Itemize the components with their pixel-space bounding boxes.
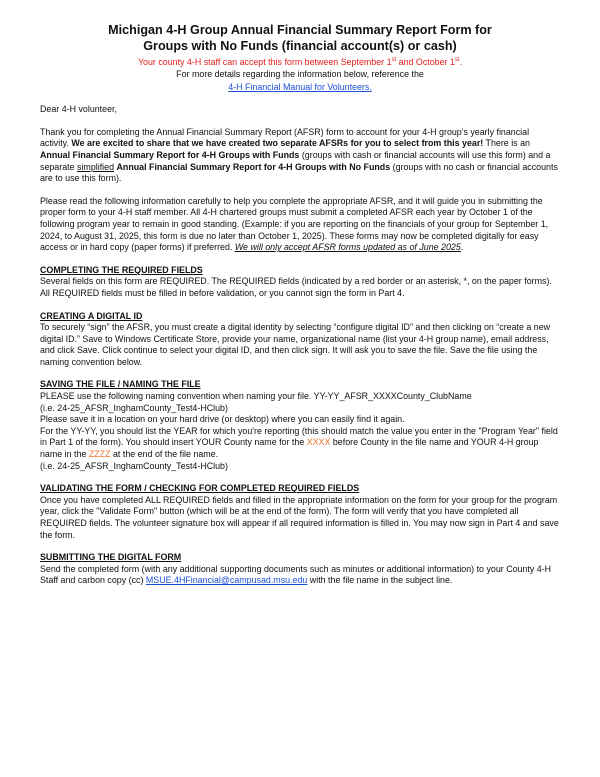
- section-body: Once you have completed ALL REQUIRED fields and filled in the appropriate information on the form for your group for the program year, click the "Validate Form" button (which will be at the end of the form). The form will verify that you have completed all REQUIRED fields. The volunteer signature box will appear if all required information is filled in. You may now sign in Part 4 and save the form.: [40, 494, 559, 540]
- acceptance-notice: Your county 4-H staff can accept this form between September 1st and October 1st.: [137, 56, 463, 67]
- section-required-fields: [40, 265, 560, 300]
- naming-example-line: (i.e. 24-25_AFSR_InghamCounty_Test4-HClub): [40, 402, 228, 413]
- section-body: Send the completed form (with any additional supporting documents such as minutes or additional information) to your County 4-H Staff and carbon copy (cc) MSUE.4HFinancial@campusad.msu.edu with the file name in the subject line.: [40, 563, 552, 586]
- letter-body: [40, 104, 560, 587]
- naming-example-line-2: (i.e. 24-25_AFSR_InghamCounty_Test4-HClub): [40, 460, 228, 471]
- section-body: To securely “sign” the AFSR, you must create a digital identity by selecting “configure digital ID” and then clicking on “create a new digital ID.” Save to Windows Certificate Store, provide your name, organizational name (list your 4-H group name), email address, and click Save. Click continue to select your digital ID, and then click sign. It will ask you to save the file. Save the file using the naming convention below.: [40, 322, 551, 367]
- reference-line: For more details regarding the information below, reference the: [176, 69, 424, 80]
- document-header: [40, 22, 560, 93]
- instructions-paragraph: Please read the following information carefully to help you complete the appropriate AFSR, and it will guide you in submitting the proper form to your 4-H staff member. All 4-H chartered groups must submit a completed AFSR each year by October 1 of the following program year to remain in good standing. (Example: if you are reporting on the financials of your group for September 1, 2024, to August 31, 2025, this form is due no later than October 1, 2025). These forms may now be completed digitally for easy access or in hard copy (paper forms) if preferred. We will only accept AFSR forms updated as of June 2025.: [40, 195, 549, 253]
- section-heading: COMPLETING THE REQUIRED FIELDS: [40, 264, 203, 275]
- salutation: Dear 4-H volunteer,: [40, 104, 117, 115]
- naming-explanation: For the YY-YY, you should list the YEAR for which you're reporting (this should match the value you enter in the "Program Year" field in Part 1 of the form). You should insert YOUR County name for the XXXX before County in the file name and YOUR 4-H group name in the ZZZZ at the end of the file name.: [40, 425, 558, 460]
- intro-paragraph: Thank you for completing the Annual Financial Summary Report (AFSR) form to account for your 4-H group's yearly financial activity. We are excited to share that we have created two separate AFSRs for you to select from this year! There is an Annual Financial Summary Report for 4-H Groups with Funds (groups with cash or financial accounts will use this form) and a separate simplified Annual Financial Summary Report for 4-H Groups with No Funds (groups with no cash or financial accounts are to use this form).: [40, 126, 558, 184]
- save-location-line: Please save it in a location on your hard drive (or desktop) where you can easily find it again.: [40, 414, 405, 425]
- naming-convention-line: PLEASE use the following naming convention when naming your file. YY-YY_AFSR_XXXXCounty_ClubName: [40, 391, 472, 402]
- manual-link-line: 4-H Financial Manual for Volunteers.: [228, 81, 372, 92]
- section-validating: [40, 483, 560, 541]
- section-heading: CREATING A DIGITAL ID: [40, 310, 143, 321]
- section-heading: SAVING THE FILE / NAMING THE FILE: [40, 379, 201, 390]
- title-line-1: Michigan 4-H Group Annual Financial Summary Report Form for: [108, 23, 492, 37]
- section-saving-file: [40, 379, 560, 472]
- section-heading: SUBMITTING THE DIGITAL FORM: [40, 552, 182, 563]
- section-heading: VALIDATING THE FORM / CHECKING FOR COMPLETED REQUIRED FIELDS: [40, 483, 360, 494]
- title-line-2: Groups with No Funds (financial account(s) or cash): [143, 39, 457, 53]
- financial-email-link[interactable]: MSUE.4HFinancial@campusad.msu.edu: [145, 575, 308, 586]
- section-digital-id: [40, 311, 560, 369]
- section-submitting: [40, 552, 560, 587]
- section-body: Several fields on this form are REQUIRED. The REQUIRED fields (indicated by a red border or an asterisk, *, on the paper forms). All REQUIRED fields must be filled in before validation, or you cannot sign the form in Part 4.: [40, 276, 552, 298]
- financial-manual-link[interactable]: 4-H Financial Manual for Volunteers: [228, 81, 370, 92]
